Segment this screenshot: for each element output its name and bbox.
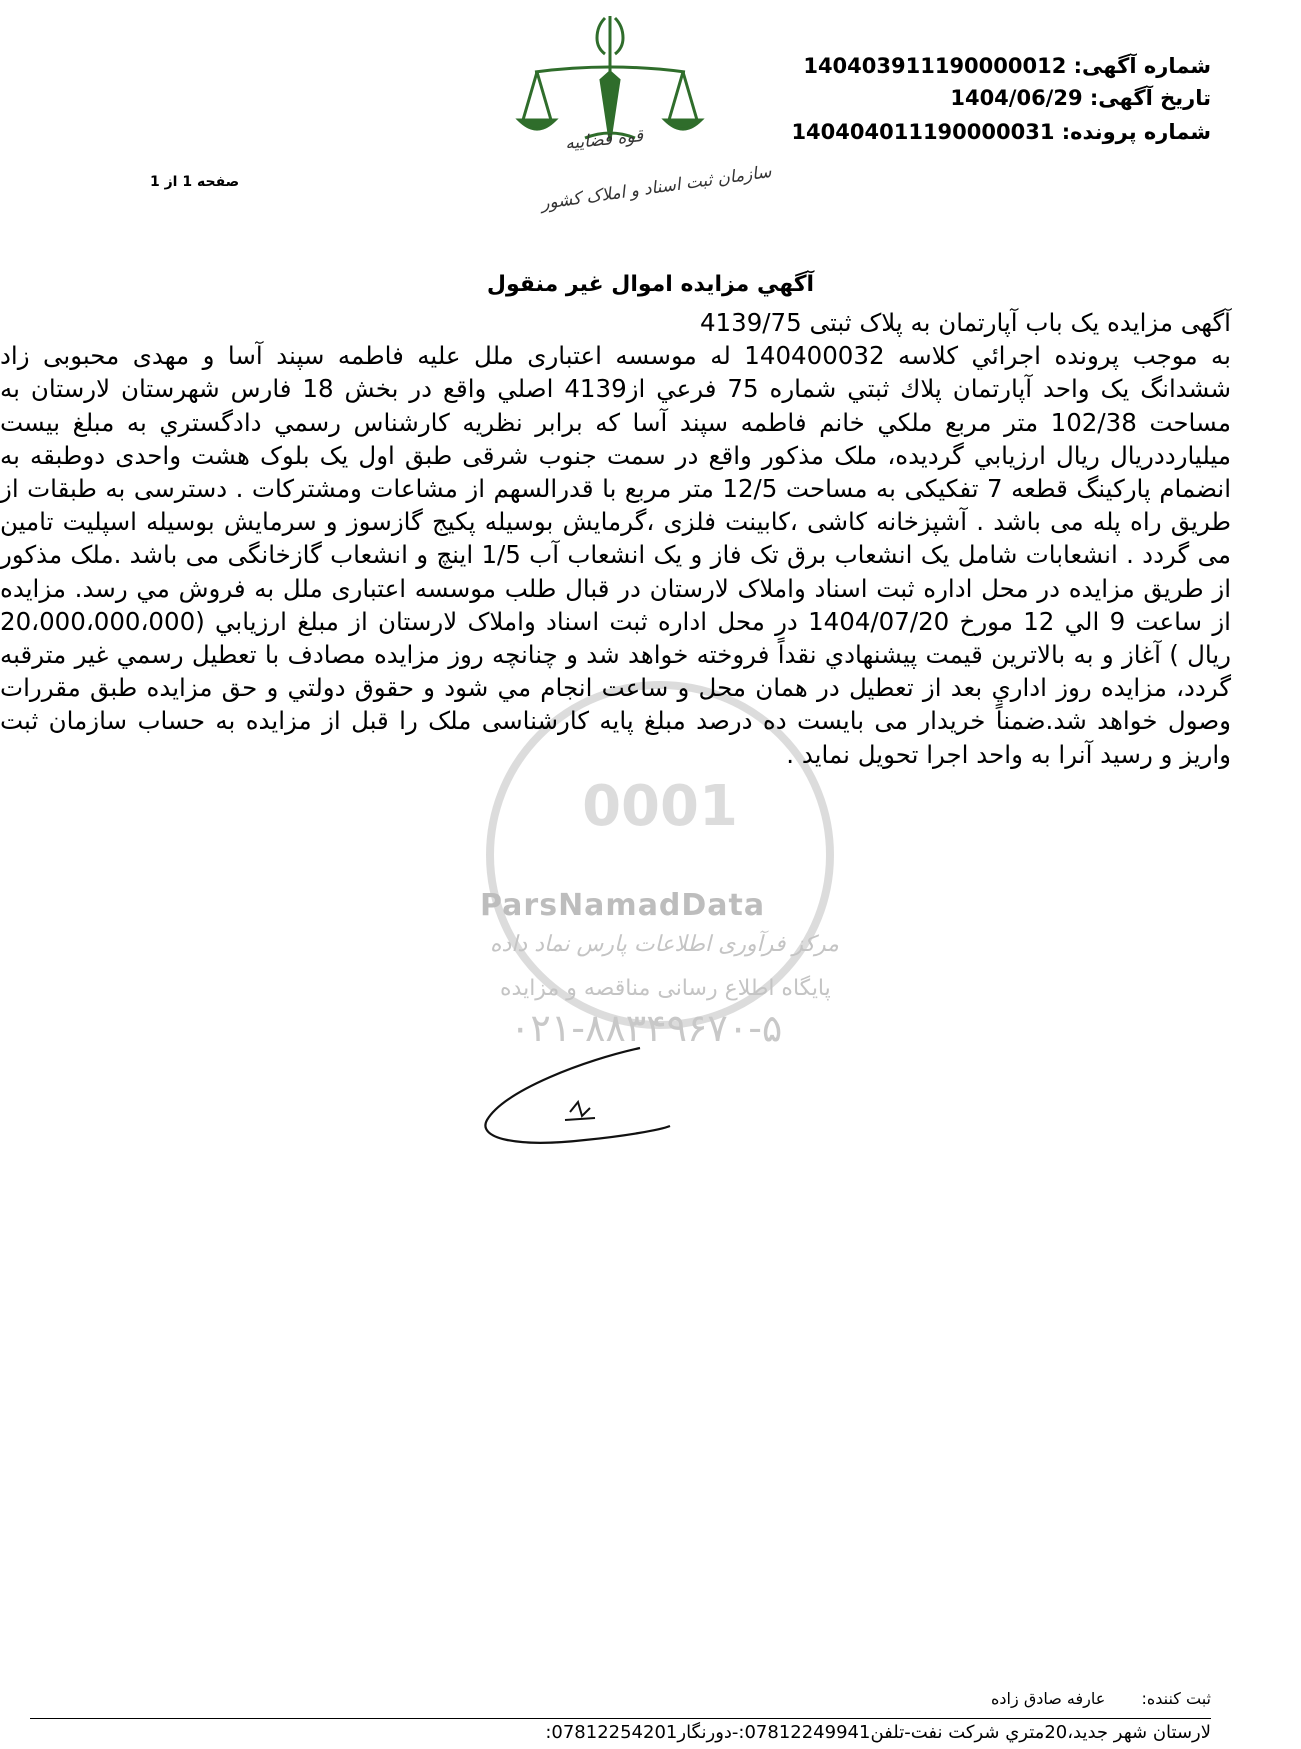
- ad-number-label: شماره آگهی:: [1073, 54, 1211, 78]
- case-number-line: [791, 120, 1211, 144]
- watermark-brand: ParsNamadData: [480, 888, 766, 923]
- document-title: آگهي مزايده اموال غير منقول: [486, 272, 815, 297]
- document-paragraph: به موجب پرونده اجرائي كلاسه 140400032 له موسسه اعتباری ملل علیه فاطمه سپند آسا و مهدی محبوبی زاد ششدانگ یک واحد آپارتمان پلاك ثبتي شماره 75 فرعي از4139 اصلي واقع در بخش 18 فارس شهرستان لارستان به مساحت 102/38 متر مربع ملكي خانم فاطمه سپند آسا که برابر نظریه کارشناس رسمي دادگستري به مبلغ بیست میلیارددریال ريال ارزيابي گرديده، ملک مذکور واقع در سمت جنوب شرقی طبق اول یک بلوک هشت واحدی دوطبقه به انضمام پارکینگ قطعه 7 تفکیکی به مساحت 12/5 متر مربع با قدرالسهم از مشاعات ومشترکات . دسترسی به طبقات از طریق راه پله می باشد . آشپزخانه کاشی ،کابینت فلزی ،گرمایش بوسیله پکیج گازسوز و سرمایش بوسیله اسپلیت تامین می گردد . انشعابات شامل یک انشعاب برق تک فاز و یک انشعاب آب 1/5 اینچ و انشعاب گازخانگی می باشد .ملک مذکور از طریق مزایده در محل اداره ثبت اسناد واملاک لارستان در قبال طلب موسسه اعتباری ملل به فروش مي رسد. مزايده از ساعت 9 الي 12 مورخ 1404/07/20 در محل اداره ثبت اسناد واملاک لارستان از مبلغ ارزيابي (20،000،000،000 ريال ) آغاز و به بالاترين قيمت پيشنهادي نقداً فروخته خواهد شد و چنانچه روز مزايده مصادف با تعطيل رسمي غير مترقبه گردد، مزايده روز اداري بعد از تعطيل در همان محل و ساعت انجام مي شود و حقوق دولتي و حق مزايده طبق مقررات وصول خواهد شد.ضمناً خریدار می بایست ده درصد مبلغ پایه کارشناسی ملک را قبل از مزایده به حساب سازمان ثبت واریز و رسید آنرا به واحد اجرا تحویل نماید .: [0, 341, 1232, 769]
- office-address: لارستان شهر جديد،20متري شرکت نفت-تلفن07812249941:-دورنگار07812254201:: [545, 1722, 1211, 1743]
- case-number-label: شماره پرونده:: [1061, 120, 1211, 144]
- watermark-line2: پایگاه اطلاع رسانی مناقصه و مزایده: [500, 976, 831, 1001]
- svg-text:0001: 0001: [582, 774, 738, 839]
- footer-divider: [30, 1718, 1211, 1719]
- watermark-phone: ۰۲۱-۸۸۳۴۹۶۷۰-۵: [510, 1006, 783, 1050]
- page-indicator: صفحه 1 از 1: [150, 174, 240, 190]
- registrar-name: عارفه صادق زاده: [991, 1689, 1106, 1708]
- emblem-caption-judiciary: قوه قضاییه: [564, 125, 645, 155]
- ad-number-line: [803, 54, 1211, 78]
- handwritten-signature-icon: [475, 1040, 675, 1150]
- ad-date-line: [950, 86, 1211, 110]
- case-number-value: 140404011190000031: [791, 120, 1055, 144]
- document-body: [0, 306, 1231, 771]
- registrar-label: ثبت کننده:: [1141, 1689, 1211, 1708]
- watermark-line1: مرکز فرآوری اطلاعات پارس نماد داده: [490, 932, 839, 957]
- registrar-line: [991, 1689, 1211, 1708]
- signature: [475, 1040, 675, 1150]
- document-intro: آگهی مزایده یک باب آپارتمان به پلاک ثبتی 4139/75: [699, 308, 1231, 337]
- ad-date-label: تاریخ آگهی:: [1089, 86, 1211, 110]
- ad-date-value: 1404/06/29: [950, 86, 1083, 110]
- emblem-caption-registration-org: سازمان ثبت اسناد و املاک کشور: [539, 161, 773, 215]
- ad-number-value: 140403911190000012: [803, 54, 1067, 78]
